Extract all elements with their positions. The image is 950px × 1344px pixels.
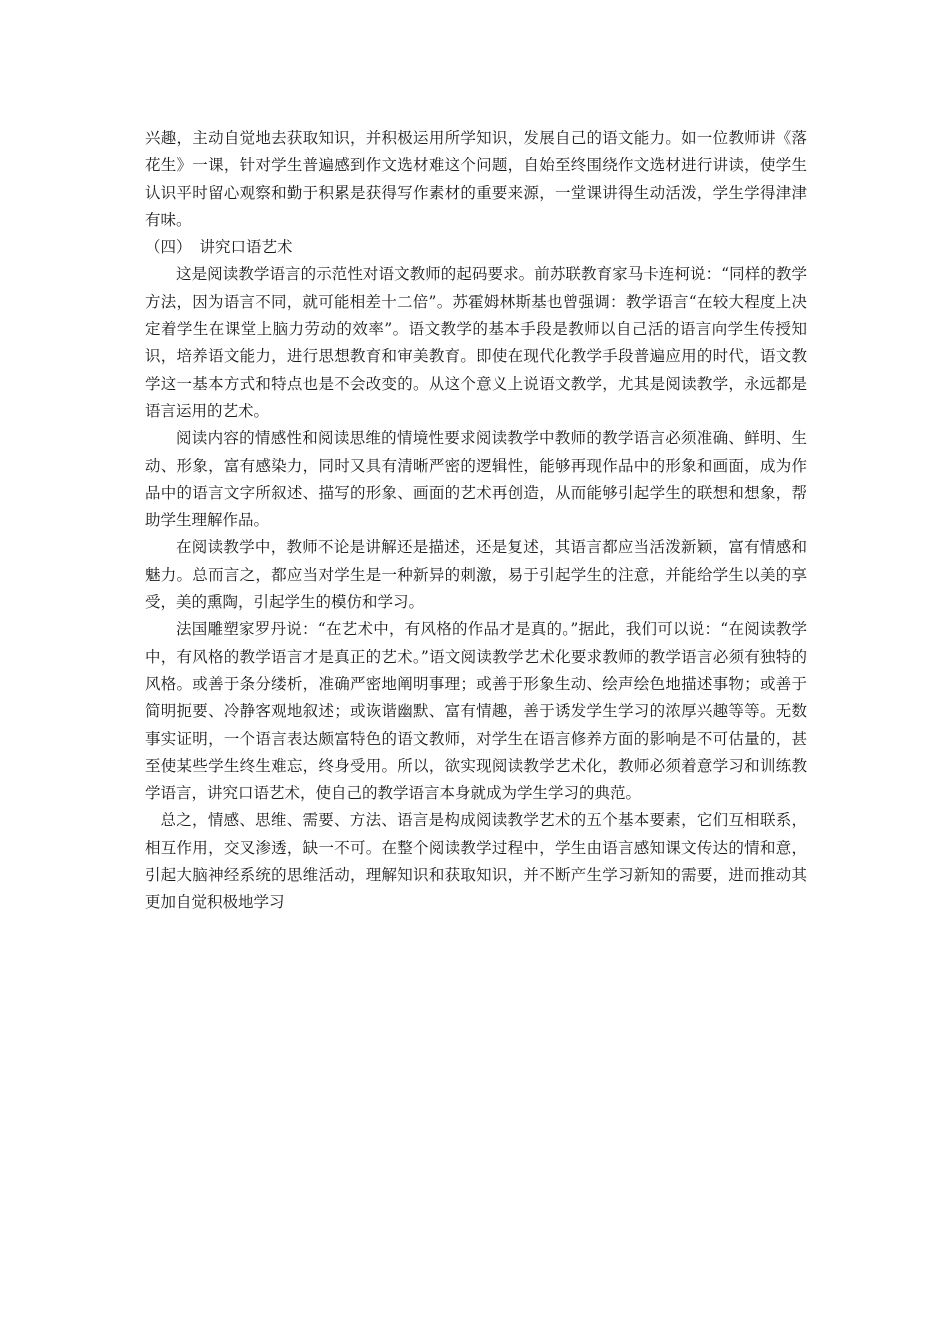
paragraph: 在阅读教学中，教师不论是讲解还是描述，还是复述，其语言都应当活泼新颖，富有情感和魅力。总而言之，都应当对学生是一种新异的刺激，易于引起学生的注意，并能给学生以美的享受，美的熏陶，引起学生的模仿和学习。	[145, 538, 807, 612]
paragraph: 阅读内容的情感性和阅读思维的情境性要求阅读教学中教师的教学语言必须准确、鲜明、生动、形象，富有感染力，同时又具有清晰严密的逻辑性，能够再现作品中的形象和画面，成为作品中的语言文字所叙述、描写的形象、画面的艺术再创造，从而能够引起学生的联想和想象，帮助学生理解作品。	[145, 429, 807, 530]
paragraph: 法国雕塑家罗丹说：“在艺术中，有风格的作品才是真的。”据此，我们可以说：“在阅读教学中，有风格的教学语言才是真正的艺术。”语文阅读教学艺术化要求教师的教学语言必须有独特的风格。或善于条分缕析，准确严密地阐明事理；或善于形象生动、绘声绘色地描述事物；或善于简明扼要、冷静客观地叙述；或诙谐幽默、富有情趣，善于诱发学生学习的浓厚兴趣等等。无数事实证明，一个语言表达颇富特色的语文教师，对学生在语言修养方面的影响是不可估量的，甚至使某些学生终生难忘，终身受用。所以，欲实现阅读教学艺术化，教师必须着意学习和训练教学语言，讲究口语艺术，使自己的教学语言本身就成为学生学习的典范。	[145, 620, 807, 803]
document-body	[145, 125, 807, 917]
section-heading	[145, 234, 807, 261]
section-heading-title: 讲究口语艺术	[199, 238, 293, 257]
paragraph-conclusion: 总之，情感、思维、需要、方法、语言是构成阅读教学艺术的五个基本要素，它们互相联系，相互作用，交叉渗透，缺一不可。在整个阅读教学过程中，学生由语言感知课文传达的情和意，引起大脑神经系统的思维活动，理解知识和获取知识，并不断产生学习新知的需要，进而推动其更加自觉积极地学习	[145, 811, 807, 912]
section-heading-number: （四）	[145, 238, 192, 257]
paragraph: 这是阅读教学语言的示范性对语文教师的起码要求。前苏联教育家马卡连柯说：“同样的教学方法，因为语言不同，就可能相差十二倍”。苏霍姆林斯基也曾强调：教学语言“在较大程度上决定着学生在课堂上脑力劳动的效率”。语文教学的基本手段是教师以自己活的语言向学生传授知识，培养语文能力，进行思想教育和审美教育。即使在现代化教学手段普遍应用的时代，语文教学这一基本方式和特点也是不会改变的。从这个意义上说语文教学，尤其是阅读教学，永远都是语言运用的艺术。	[145, 265, 807, 420]
paragraph-continuation: 兴趣，主动自觉地去获取知识，并积极运用所学知识，发展自己的语文能力。如一位教师讲《落花生》一课，针对学生普遍感到作文选材难这个问题，自始至终围绕作文选材进行讲读，使学生认识平时留心观察和勤于积累是获得写作素材的重要来源，一堂课讲得生动活泼，学生学得津津有味。	[145, 129, 807, 229]
